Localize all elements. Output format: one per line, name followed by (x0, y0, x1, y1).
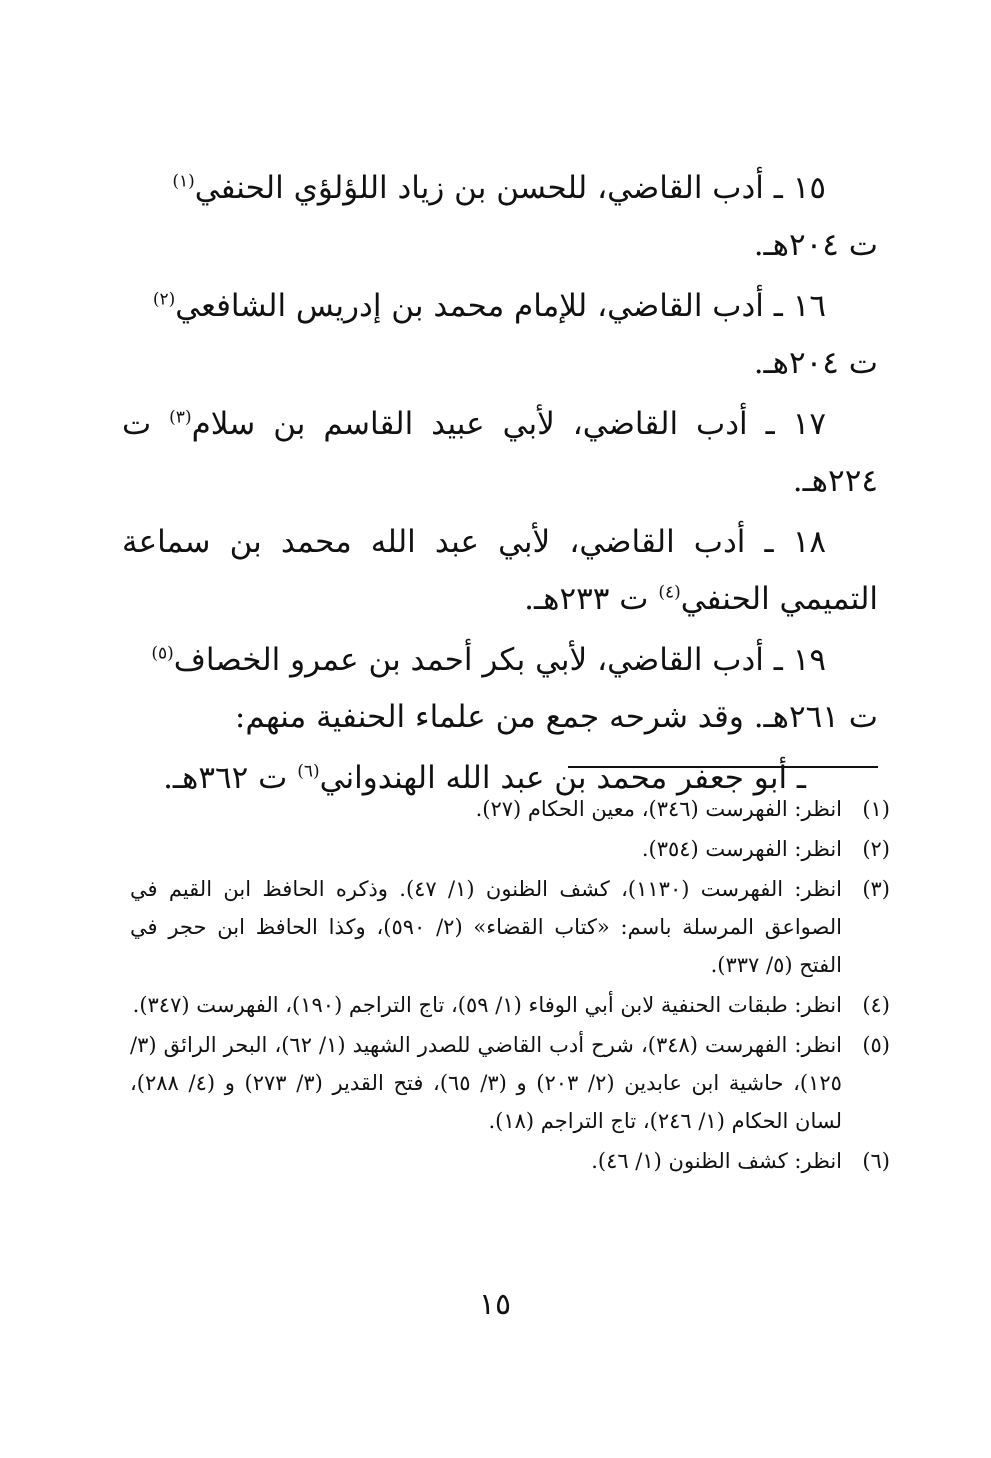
footnote-4 (130, 986, 890, 1024)
entry-15-tail: ت ٢٠٤هـ. (753, 227, 878, 263)
footnote-ref-5: (٥) (151, 643, 174, 664)
footnote-5 (130, 1026, 890, 1140)
footnote-number: (٥) (862, 1033, 890, 1057)
footnote-text: انظر: الفهرست (١١٣٠)، كشف الظنون (١/ ٤٧). وذكره الحافظ ابن القيم في الصواعق المرسلة باسم: «كتاب القضاء» (٢/ ٥٩٠)، وكذا الحافظ ابن حجر في الفتح (٥/ ٣٣٧). (130, 877, 842, 977)
entry-15 (122, 160, 878, 274)
entry-17 (122, 396, 878, 510)
footnote-ref-1: (١) (172, 171, 195, 192)
footnote-text: انظر: طبقات الحنفية لابن أبي الوفاء (١/ ٥٩)، تاج التراجم (١٩٠)، الفهرست (٣٤٧). (132, 993, 842, 1017)
footnote-ref-6: (٦) (297, 761, 320, 782)
footnote-text: انظر: الفهرست (٣٥٤). (641, 837, 842, 861)
footnote-number: (٢) (862, 837, 890, 861)
entry-17-tail: ت ٢٢٤هـ. (122, 406, 878, 499)
footnote-3 (130, 870, 890, 984)
entry-15-text: ١٥ ـ أدب القاضي، للحسن بن زياد اللؤلؤي الحنفي (194, 170, 826, 206)
main-text (122, 160, 878, 811)
entry-18-tail: ت ٢٣٣هـ. (524, 581, 659, 617)
footnote-number: (٦) (862, 1149, 890, 1173)
footnote-number: (٤) (862, 993, 890, 1017)
footnote-1 (130, 790, 890, 828)
footnote-text: انظر: الفهرست (٣٤٦)، معين الحكام (٢٧). (475, 797, 842, 821)
footnote-ref-4: (٤) (658, 582, 681, 603)
entry-16-text: ١٦ ـ أدب القاضي، للإمام محمد بن إدريس الشافعي (175, 288, 826, 324)
entry-19-sub-text: ـ أبو جعفر محمد بن عبد الله الهندواني (319, 760, 806, 796)
footnote-number: (١) (862, 797, 890, 821)
footnote-ref-3: (٣) (169, 407, 192, 428)
entry-18 (122, 514, 878, 628)
entry-16-tail: ت ٢٠٤هـ. (753, 345, 878, 381)
entry-19 (122, 632, 878, 746)
footnote-text: انظر: كشف الظنون (١/ ٤٦). (591, 1149, 842, 1173)
entry-19-text: ١٩ ـ أدب القاضي، لأبي بكر أحمد بن عمرو الخصاف (173, 642, 826, 678)
footnote-ref-2: (٢) (152, 289, 176, 310)
footnote-number: (٣) (862, 877, 890, 901)
footnotes (130, 790, 890, 1182)
footnote-separator (568, 766, 878, 768)
entry-16 (122, 278, 878, 392)
entry-19-tail: ت ٢٦١هـ. وقد شرحه جمع من علماء الحنفية منهم: (234, 699, 878, 735)
footnote-text: انظر: الفهرست (٣٤٨)، شرح أدب القاضي للصدر الشهيد (١/ ٦٢)، البحر الرائق (٣/ ١٢٥)، حاشية ابن عابدين (٢/ ٢٠٣) و (٣/ ٦٥)، فتح القدير (٣/ ٢٧٣) و (٤/ ٢٨٨)، لسان الحكام (١/ ٢٤٦)، تاج التراجم (١٨). (130, 1033, 842, 1133)
entry-19-sub-tail: ت ٣٦٢هـ. (163, 760, 298, 796)
entry-17-text: ١٧ ـ أدب القاضي، لأبي عبيد القاسم بن سلام (191, 406, 826, 442)
entry-18-text: ١٨ ـ أدب القاضي، لأبي عبد الله محمد بن سماعة التميمي الحنفي (122, 524, 878, 617)
page-number: ١٥ (478, 1287, 512, 1322)
footnote-2 (130, 830, 890, 868)
footnote-6 (130, 1142, 890, 1180)
